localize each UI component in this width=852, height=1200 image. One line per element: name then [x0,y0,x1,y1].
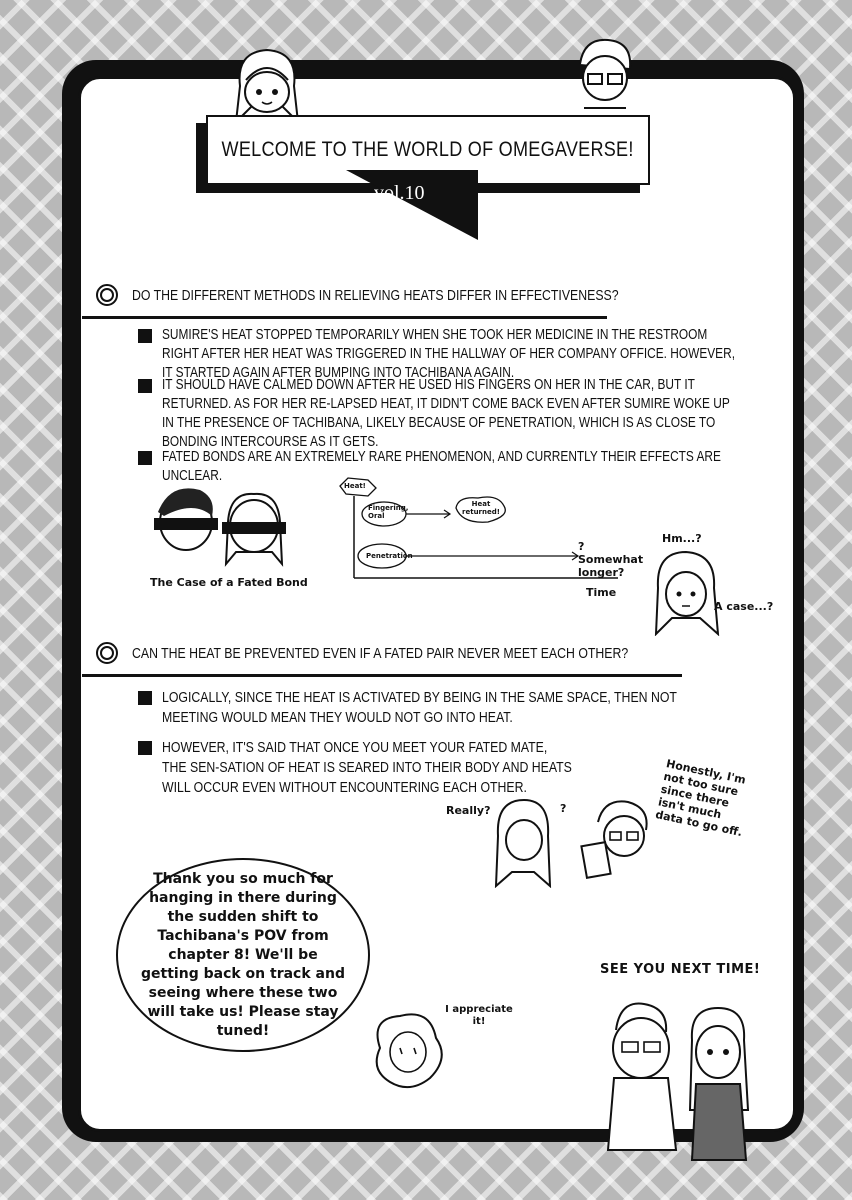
square-bullet-icon [138,691,152,705]
girl-and-man-illustration [488,792,668,888]
really-label: Really? [446,804,491,817]
hm-label: Hm...? [662,532,702,545]
time-axis-label: Time [586,586,617,599]
diagram-caption: The Case of a Fated Bond [150,576,308,589]
speech-bubble [116,858,370,1052]
square-bullet-icon [138,379,152,393]
bullet-4 [138,688,678,728]
confused-girl-illustration [650,548,722,636]
appreciate-label: I appreciate it! [445,1004,513,1027]
bullet-4-text: LOGICALLY, SINCE THE HEAT IS ACTIVATED BY BEING IN THE SAME SPACE, THEN NOT MEETING WOULD MEAN THEY WOULD NOT GO INTO HEAT. [162,689,677,726]
double-circle-icon [96,284,118,306]
bullet-1-text: SUMIRE'S HEAT STOPPED TEMPORARILY WHEN SHE TOOK HER MEDICINE IN THE RESTROOM RIGHT AFTER HER HEAT WAS TRIGGERED IN THE HALLWAY OF HER COMPANY OFFICE. HOWEVER, IT STARTED AGAIN AFTER BUMPING INTO TACHIBANA AGAIN. [162,327,736,381]
bullet-5-text: HOWEVER, IT'S SAID THAT ONCE YOU MEET YOUR FATED MATE, THE SEN-SATION OF HEAT IS SEARED INTO THEIR BODY AND HEATS WILL OCCUR EVEN WITHOUT ENCOUNTERING EACH OTHER. [162,739,572,796]
question-2-text: CAN THE HEAT BE PREVENTED EVEN IF A FATED PAIR NEVER MEET EACH OTHER? [132,644,629,662]
fated-bond-faces-illustration [150,482,290,574]
fingering-label: Fingering, Oral [368,504,409,520]
penetration-label: Penetration [366,552,413,560]
question-2 [96,642,737,664]
bullet-2 [138,376,738,452]
volume-triangle [346,170,478,240]
a-case-label: A case...? [714,600,774,613]
question-mark-label: ? [560,802,567,815]
bullet-3-text: FATED BONDS ARE AN EXTREMELY RARE PHENOMENON, AND CURRENTLY THEIR EFFECTS ARE UNCLEAR. [162,449,721,484]
bubble-text: Thank you so much for hanging in there during the sudden shift to Tachibana's POV from chapter 8! We'll be getting back on track and seeing where these two will take us! Please stay tuned! [141,870,345,1039]
heat-returned-label: Heat returned! [462,500,500,516]
lion-mascot-illustration [370,1008,450,1094]
bullet-2-text: IT SHOULD HAVE CALMED DOWN AFTER HE USED HIS FINGERS ON HER IN THE CAR, BUT IT RETURNED. AS FOR HER RE-LAPSED HEAT, IT DIDN'T COME BACK EVEN AFTER SUMIRE WOKE UP IN THE PRESENCE OF TACHIBANA, LIKELY BECAUSE OF PENETRATION, WHICH IS AS CLOSE TO BONDING INTERCOURSE AS IT GETS. [162,377,730,450]
question-1-text: DO THE DIFFERENT METHODS IN RELIEVING HEATS DIFFER IN EFFECTIVENESS? [132,286,619,304]
chibi-couple-illustration [596,990,766,1170]
bullet-1 [138,326,738,383]
volume-label: vol.10 [374,182,425,204]
honestly-label: Honestly, I'm not too sure since there isn't much data to go off. [654,757,747,840]
bullet-5 [138,738,638,798]
question-1-underline [82,316,607,319]
question-2-underline [82,674,682,677]
somewhat-longer-label: ? Somewhat longer? [578,540,644,579]
page-title: WELCOME TO THE WORLD OF OMEGAVERSE! [221,138,635,161]
heat-label: Heat! [344,482,366,490]
square-bullet-icon [138,451,152,465]
see-you-next-time: SEE YOU NEXT TIME! [600,962,761,977]
square-bullet-icon [138,741,152,755]
chibi-man-top-illustration [570,34,640,118]
double-circle-icon [96,642,118,664]
square-bullet-icon [138,329,152,343]
question-1 [96,284,725,306]
